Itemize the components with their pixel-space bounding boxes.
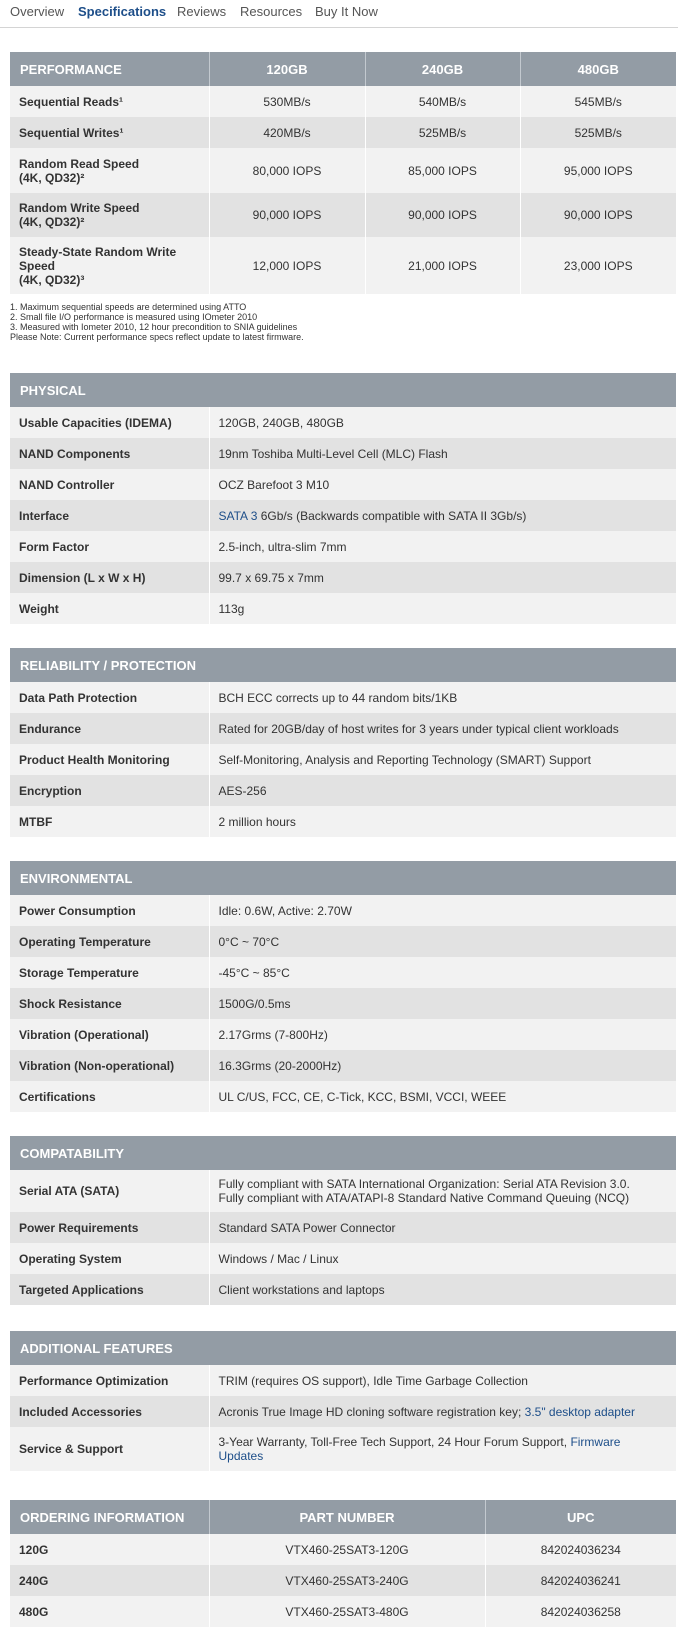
row-value [209, 1396, 676, 1427]
row-label: Random Write Speed (4K, QD32)² [10, 193, 209, 237]
additional-features-table [10, 1331, 676, 1471]
row-value: 21,000 IOPS [365, 237, 520, 294]
firmware-updates-link[interactable]: Firmware Updates [218, 1435, 621, 1463]
row-label: Vibration (Operational) [10, 1019, 209, 1050]
row-label: NAND Controller [10, 469, 209, 500]
row-label: Operating System [10, 1243, 209, 1274]
row-value: 0°C ~ 70°C [209, 926, 676, 957]
footnote: 3. Measured with Iometer 2010, 12 hour precondition to SNIA guidelines [10, 322, 298, 332]
col-480gb: 480GB [520, 52, 676, 86]
row-value: 16.3Grms (20-2000Hz) [209, 1050, 676, 1081]
row-value: Rated for 20GB/day of host writes for 3 years under typical client workloads [209, 713, 676, 744]
table-row [10, 1534, 676, 1565]
row-value: 530MB/s [209, 86, 365, 117]
table-row [10, 237, 676, 294]
row-label: Dimension (L x W x H) [10, 562, 209, 593]
table-row [10, 148, 676, 193]
upc-code: 842024036241 [485, 1565, 676, 1596]
row-label: 480G [10, 1596, 209, 1627]
footnote: 1. Maximum sequential speeds are determined using ATTO [10, 302, 247, 312]
table-row [10, 1396, 676, 1427]
tab-buy-it-now[interactable]: Buy It Now [315, 4, 378, 19]
row-value: Idle: 0.6W, Active: 2.70W [209, 895, 676, 926]
row-value: 540MB/s [365, 86, 520, 117]
row-value: AES-256 [209, 775, 676, 806]
table-row [10, 193, 676, 237]
tab-overview[interactable]: Overview [10, 4, 65, 19]
row-value: UL C/US, FCC, CE, C-Tick, KCC, BSMI, VCCI, WEEE [209, 1081, 676, 1112]
table-row [10, 926, 676, 957]
row-label: 120G [10, 1534, 209, 1565]
row-value: Client workstations and laptops [209, 1274, 676, 1305]
row-value: 2.5-inch, ultra-slim 7mm [209, 531, 676, 562]
performance-header-row [10, 52, 676, 86]
reliability-heading: RELIABILITY / PROTECTION [10, 648, 676, 682]
row-label: Service & Support [10, 1427, 209, 1471]
row-value: 545MB/s [520, 86, 676, 117]
compatability-heading: COMPATABILITY [10, 1136, 676, 1170]
ordering-heading: ORDERING INFORMATION [10, 1500, 209, 1534]
row-label: Weight [10, 593, 209, 624]
table-row [10, 531, 676, 562]
performance-footnotes [10, 302, 304, 342]
row-label: Data Path Protection [10, 682, 209, 713]
table-row [10, 895, 676, 926]
ordering-table [10, 1500, 676, 1627]
table-row [10, 500, 676, 531]
additional-heading: ADDITIONAL FEATURES [10, 1331, 676, 1365]
upc-code: 842024036234 [485, 1534, 676, 1565]
support-text: 3-Year Warranty, Toll-Free Tech Support, 24 Hour Forum Support, [218, 1435, 571, 1449]
table-row [10, 1019, 676, 1050]
row-value: BCH ECC corrects up to 44 random bits/1KB [209, 682, 676, 713]
row-label: Shock Resistance [10, 988, 209, 1019]
row-value: -45°C ~ 85°C [209, 957, 676, 988]
physical-heading: PHYSICAL [10, 373, 676, 407]
reliability-table [10, 648, 676, 837]
table-row [10, 1274, 676, 1305]
table-row [10, 744, 676, 775]
row-value: 525MB/s [365, 117, 520, 148]
table-row [10, 86, 676, 117]
row-label: Sequential Writes¹ [10, 117, 209, 148]
row-value: 85,000 IOPS [365, 148, 520, 193]
row-value [209, 1427, 676, 1471]
table-row [10, 988, 676, 1019]
ordering-header-row [10, 1500, 676, 1534]
col-240gb: 240GB [365, 52, 520, 86]
performance-heading: PERFORMANCE [10, 52, 209, 86]
environmental-heading: ENVIRONMENTAL [10, 861, 676, 895]
row-label: Interface [10, 500, 209, 531]
table-row [10, 775, 676, 806]
table-row [10, 1427, 676, 1471]
row-label: Form Factor [10, 531, 209, 562]
row-label: Random Read Speed (4K, QD32)² [10, 148, 209, 193]
table-row [10, 1050, 676, 1081]
table-row [10, 682, 676, 713]
part-number: VTX460-25SAT3-240G [209, 1565, 485, 1596]
row-label: Product Health Monitoring [10, 744, 209, 775]
row-value: Standard SATA Power Connector [209, 1212, 676, 1243]
row-label: Endurance [10, 713, 209, 744]
row-label: Power Consumption [10, 895, 209, 926]
row-value: Self-Monitoring, Analysis and Reporting Technology (SMART) Support [209, 744, 676, 775]
tab-resources[interactable]: Resources [240, 4, 303, 19]
table-row [10, 713, 676, 744]
row-value: OCZ Barefoot 3 M10 [209, 469, 676, 500]
table-row [10, 1170, 676, 1212]
row-label: MTBF [10, 806, 209, 837]
footnote: Please Note: Current performance specs reflect update to latest firmware. [10, 332, 304, 342]
row-value: 420MB/s [209, 117, 365, 148]
col-upc: UPC [485, 1500, 676, 1534]
tab-specifications[interactable]: Specifications [78, 4, 167, 19]
row-value: TRIM (requires OS support), Idle Time Garbage Collection [209, 1365, 676, 1396]
table-row [10, 1565, 676, 1596]
row-value: Fully compliant with SATA International Organization: Serial ATA Revision 3.0. Fully compliant with ATA/ATAPI-8 Standard Native Command Queuing (NCQ) [209, 1170, 676, 1212]
environmental-table [10, 861, 676, 1112]
table-row [10, 438, 676, 469]
row-label: Usable Capacities (IDEMA) [10, 407, 209, 438]
table-row [10, 957, 676, 988]
col-120gb: 120GB [209, 52, 365, 86]
row-label: 240G [10, 1565, 209, 1596]
footnote: 2. Small file I/O performance is measured using IOmeter 2010 [10, 312, 258, 322]
accessories-text: Acronis True Image HD cloning software registration key; [218, 1404, 525, 1419]
part-number: VTX460-25SAT3-120G [209, 1534, 485, 1565]
row-value: 2 million hours [209, 806, 676, 837]
row-value: 19nm Toshiba Multi-Level Cell (MLC) Flash [209, 438, 676, 469]
table-row [10, 117, 676, 148]
table-row [10, 806, 676, 837]
table-row [10, 1081, 676, 1112]
col-part-number: PART NUMBER [209, 1500, 485, 1534]
compatability-table [10, 1136, 676, 1305]
row-label: Power Requirements [10, 1212, 209, 1243]
performance-table [10, 52, 676, 294]
row-label: Vibration (Non-operational) [10, 1050, 209, 1081]
row-value: 12,000 IOPS [209, 237, 365, 294]
row-label: Steady-State Random Write Speed (4K, QD32)³ [10, 237, 209, 294]
row-value: 90,000 IOPS [209, 193, 365, 237]
row-value: 90,000 IOPS [520, 193, 676, 237]
row-value: 2.17Grms (7-800Hz) [209, 1019, 676, 1050]
row-value: 95,000 IOPS [520, 148, 676, 193]
table-row [10, 1243, 676, 1274]
table-row [10, 562, 676, 593]
table-row [10, 469, 676, 500]
table-row [10, 593, 676, 624]
row-value: 1500G/0.5ms [209, 988, 676, 1019]
row-label: Storage Temperature [10, 957, 209, 988]
interface-text: 6Gb/s (Backwards compatible with SATA II 3Gb/s) [257, 508, 527, 523]
row-value: 113g [209, 593, 676, 624]
row-value: 99.7 x 69.75 x 7mm [209, 562, 676, 593]
row-label: Sequential Reads¹ [10, 86, 209, 117]
tab-reviews[interactable]: Reviews [177, 4, 227, 19]
row-label: Targeted Applications [10, 1274, 209, 1305]
physical-table [10, 373, 676, 624]
row-label: Certifications [10, 1081, 209, 1112]
row-label: Encryption [10, 775, 209, 806]
table-row [10, 1212, 676, 1243]
row-label: Operating Temperature [10, 926, 209, 957]
tab-bar [0, 0, 678, 28]
table-row [10, 407, 676, 438]
table-row [10, 1365, 676, 1396]
row-value: 120GB, 240GB, 480GB [209, 407, 676, 438]
desktop-adapter-link[interactable]: 3.5" desktop adapter [524, 1404, 635, 1419]
row-value: 90,000 IOPS [365, 193, 520, 237]
row-value: Windows / Mac / Linux [209, 1243, 676, 1274]
row-label: Included Accessories [10, 1396, 209, 1427]
row-label: Serial ATA (SATA) [10, 1170, 209, 1212]
row-value: 23,000 IOPS [520, 237, 676, 294]
row-label: NAND Components [10, 438, 209, 469]
table-row [10, 1596, 676, 1627]
row-value [209, 500, 676, 531]
part-number: VTX460-25SAT3-480G [209, 1596, 485, 1627]
row-label: Performance Optimization [10, 1365, 209, 1396]
row-value: 80,000 IOPS [209, 148, 365, 193]
row-value: 525MB/s [520, 117, 676, 148]
upc-code: 842024036258 [485, 1596, 676, 1627]
sata3-link[interactable]: SATA 3 [218, 508, 258, 523]
